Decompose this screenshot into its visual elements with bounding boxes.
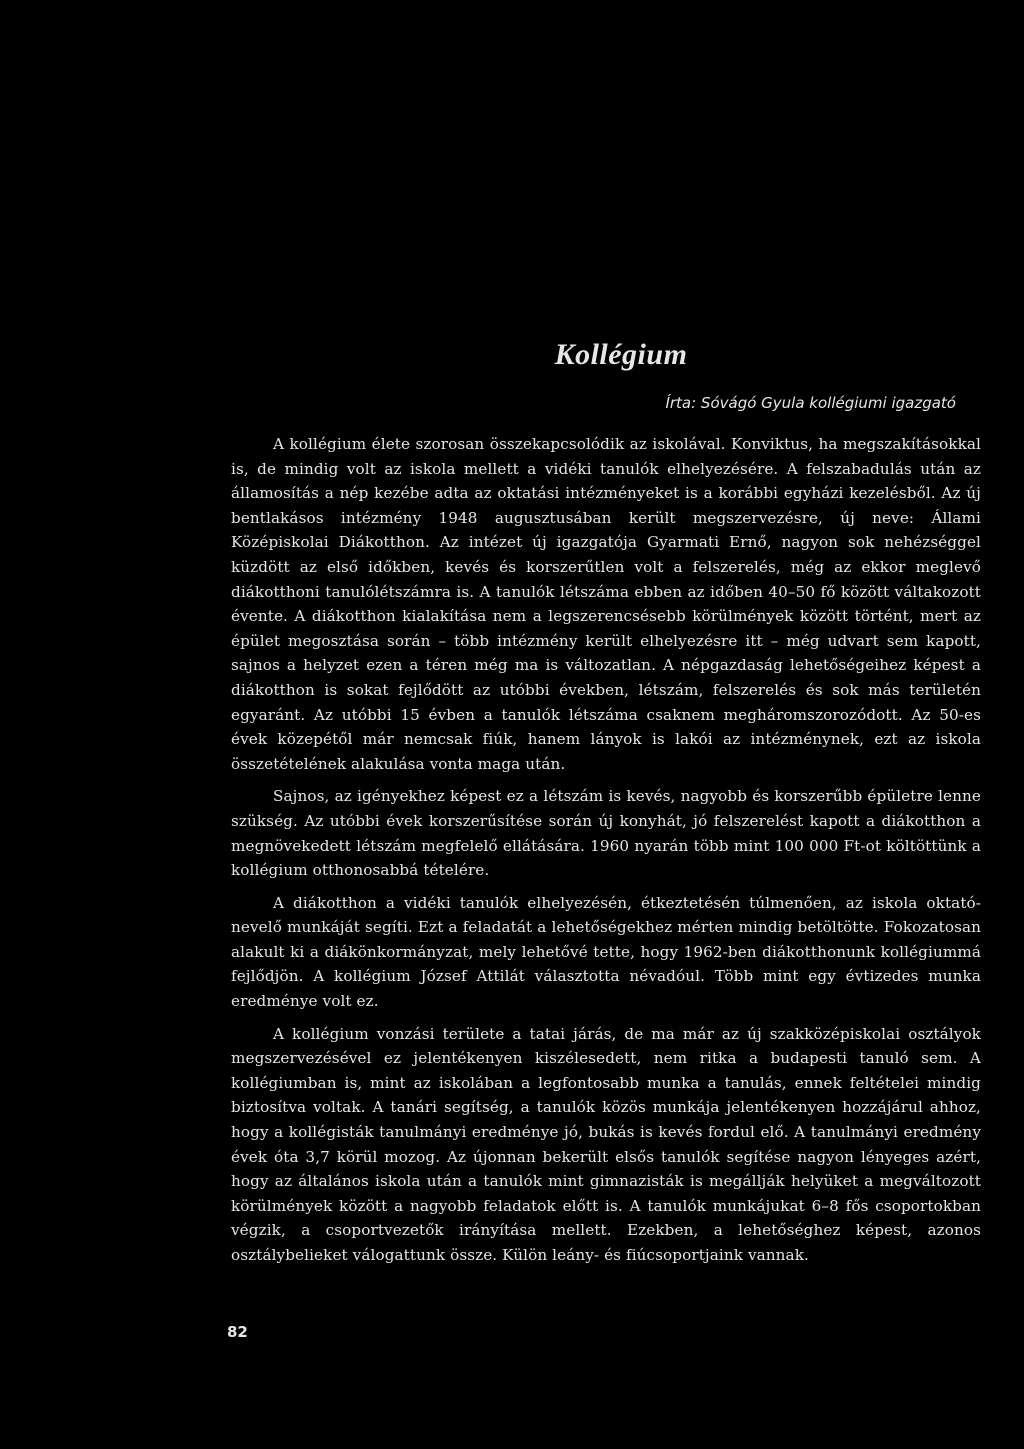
byline: Írta: Sóvágó Gyula kollégiumi igazgató <box>665 394 956 412</box>
paragraph-1: A kollégium élete szorosan összekapcsolódik az iskolával. Konviktus, ha megszakításokkal is, de mindig volt az iskola mellett a vidéki tanulók elhelyezésére. A felszabadulás után az államosítás a nép kezébe adta az oktatási intézményeket is a korábbi egyházi kezelésből. Az új bentlakásos intézmény 1948 augusztusában került megszervezésre, új neve: Állami Középiskolai Diákotthon. Az intézet új igazgatója Gyarmati Ernő, nagyon sok nehézséggel küzdött az első időkben, kevés és korszerűtlen volt a felszerelés, még az ekkor meglevő diákotthoni tanulólétszámra is. A tanulók létszáma ebben az időben 40–50 fő között váltakozott évente. A diákotthon kialakítása nem a legszerencsésebb körülmények között történt, mert az épület megosztása során – több intézmény került elhelyezésre itt – még udvart sem kapott, sajnos a helyzet ezen a téren még ma is változatlan. A népgazdaság lehetőségeihez képest a diákotthon is sokat fejlődött az utóbbi években, létszám, felszerelés és sok más területén egyaránt. Az utóbbi 15 évben a tanulók létszáma csaknem megháromszorozódott. Az 50-es évek közepétől már nemcsak fiúk, hanem lányok is lakói az intézménynek, ezt az iskola összetételének alakulása vonta maga után. <box>231 435 981 773</box>
page-title: Kollégium <box>554 338 688 371</box>
page-number: 82 <box>227 1323 248 1341</box>
paragraph-3: A diákotthon a vidéki tanulók elhelyezésén, étkeztetésén túlmenően, az iskola oktató-nevelő munkáját segíti. Ezt a feladatát a lehetőségekhez mérten mindig betöltötte. Fokozatosan alakult ki a diákönkormányzat, mely lehetővé tette, hogy 1962-ben diákotthonunk kollégiummá fejlődjön. A kollégium József Attilát választotta névadóul. Több mint egy évtizedes munka eredménye volt ez. <box>231 893 981 1011</box>
document-page <box>231 338 981 1276</box>
paragraph-2: Sajnos, az igényekhez képest ez a létszám is kevés, nagyobb és korszerűbb épületre lenne szükség. Az utóbbi évek korszerűsítése során új konyhát, jó felszerelést kapott a diákotthon a megnövekedett létszám megfelelő ellátására. 1960 nyarán több mint 100 000 Ft-ot költöttünk a kollégium otthonosabbá tételére. <box>231 787 981 880</box>
paragraph-4: A kollégium vonzási területe a tatai járás, de ma már az új szakközépiskolai osztályok megszervezésével ez jelentékenyen kiszélesedett, nem ritka a budapesti tanuló sem. A kollégiumban is, mint az iskolában a legfontosabb munka a tanulás, ennek feltételei mindig biztosítva voltak. A tanári segítség, a tanulók közös munkája jelentékenyen hozzájárul ahhoz, hogy a kollégisták tanulmányi eredménye jó, bukás is kevés fordul elő. A tanulmányi eredmény évek óta 3,7 körül mozog. Az újonnan bekerült elsős tanulók segítése nagyon lényeges azért, hogy az általános iskola után a tanulók mint gimnazisták is megállják helyüket a megváltozott körülmények között a nagyobb feladatok előtt is. A tanulók munkájukat 6–8 fős csoportokban végzik, a csoportvezetők irányítása mellett. Ezekben, a lehetőséghez képest, azonos osztálybelieket válogattunk össze. Külön leány- és fiúcsoportjaink vannak. <box>231 1024 981 1264</box>
